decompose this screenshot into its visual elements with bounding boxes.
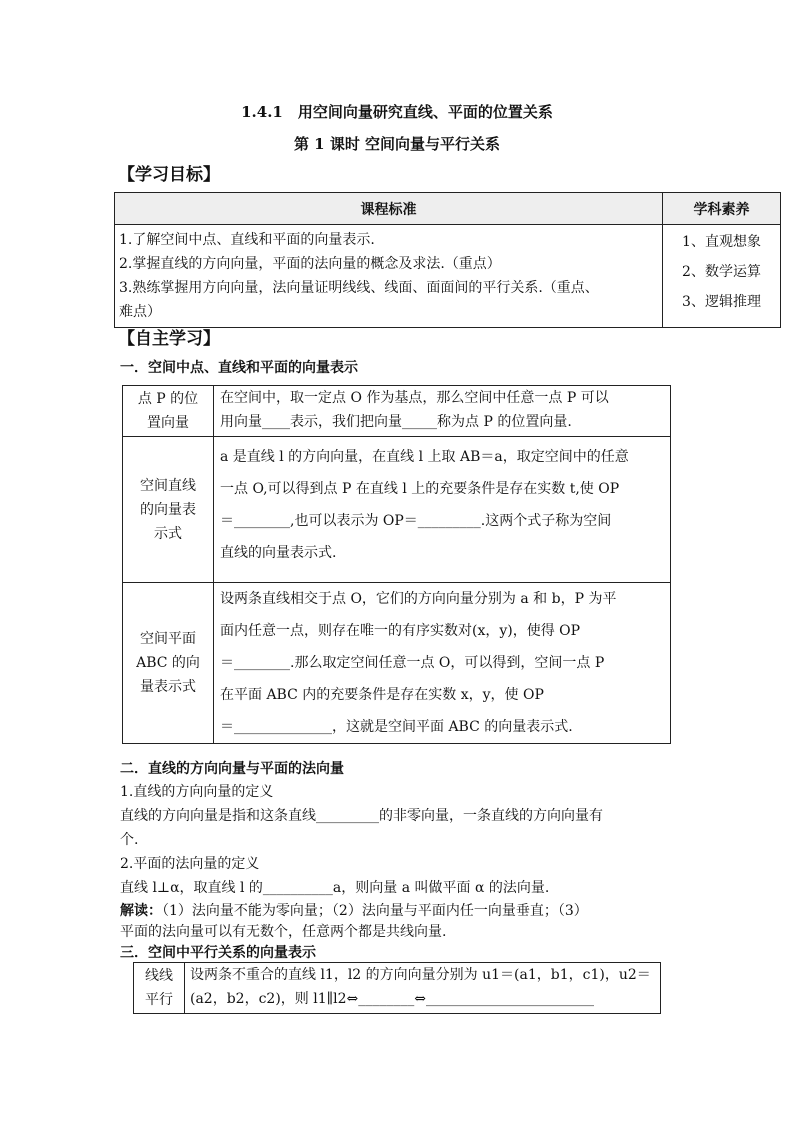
- literacy-item: 1、直观想象: [682, 234, 761, 250]
- label-line: ABC 的向: [136, 655, 200, 671]
- label-line: 点 P 的位: [137, 391, 199, 407]
- sub-title: 第 1 课时 空间向量与平行关系: [293, 135, 501, 153]
- label-line: 平行: [145, 992, 173, 1008]
- standards-cell: [115, 225, 663, 328]
- label-line: 量表示式: [140, 679, 196, 695]
- line-representation-content: [214, 437, 671, 583]
- plane-representation-content: [214, 583, 671, 744]
- main-title: 1.4.1 用空间向量研究直线、平面的位置关系: [241, 103, 553, 121]
- content-line: 一点 O,可以得到点 P 在直线 l 上的充要条件是存在实数 t,使 OP: [220, 481, 620, 497]
- row-label-line-parallel: [134, 963, 185, 1014]
- content-line: ＝________,也可以表示为 OP＝_________.这两个式子称为空间: [220, 513, 612, 529]
- row-label-plane-representation: [123, 583, 214, 744]
- content-line: 设两条直线相交于点 O，它们的方向向量分别为 a 和 b，P 为平: [220, 591, 617, 607]
- parallel-table: [133, 962, 661, 1014]
- part3-heading: 三．空间中平行关系的向量表示: [120, 945, 316, 961]
- content-line: 面内任意一点，则存在唯一的有序实数对(x，y)，使得 OP: [220, 623, 581, 639]
- objectives-heading: 【学习目标】: [118, 165, 220, 185]
- note-text: （1）法向量不能为零向量；（2）法向量与平面内任一向量垂直；（3）: [162, 903, 588, 919]
- label-line: 示式: [154, 525, 182, 542]
- standard-item: 难点）: [119, 304, 161, 320]
- direction-vector-text: 直线的方向向量是指和这条直线_________的非零向量，一条直线的方向向量有: [120, 808, 603, 824]
- content-line: 用向量____表示，我们把向量_____称为点 P 的位置向量.: [220, 414, 572, 430]
- literacy-item: 3、逻辑推理: [682, 294, 761, 310]
- normal-vector-text: 直线 l⊥α，取直线 l 的__________a，则向量 a 叫做平面 α 的法向量.: [120, 880, 550, 896]
- part1-heading: 一．空间中点、直线和平面的向量表示: [120, 360, 358, 376]
- label-line: 空间直线: [140, 477, 196, 494]
- literacy-cell: [663, 225, 781, 328]
- literacy-header: 学科素养: [663, 193, 781, 225]
- content-line: ＝________.那么取定空间任意一点 O，可以得到，空间一点 P: [220, 655, 605, 671]
- content-line: a 是直线 l 的方向向量，在直线 l 上取 AB＝a，取定空间中的任意: [220, 449, 629, 465]
- standard-item: 2.掌握直线的方向向量，平面的法向量的概念及求法.（重点）: [119, 256, 501, 272]
- label-line: 的向量表: [140, 501, 196, 518]
- direction-vector-text-cont: 个.: [120, 832, 139, 848]
- literacy-item: 2、数学运算: [682, 264, 761, 280]
- standard-item: 1.了解空间中点、直线和平面的向量表示.: [119, 232, 375, 248]
- label-line: 线线: [145, 968, 173, 984]
- note-label: 解读：: [120, 903, 162, 919]
- note-line-cont: 平面的法向量可以有无数个，任意两个都是共线向量.: [120, 924, 447, 940]
- note-line: [120, 900, 588, 920]
- objectives-table: [114, 192, 781, 328]
- row-label-line-representation: [123, 437, 214, 583]
- content-line: 在空间中，取一定点 O 作为基点，那么空间中任意一点 P 可以: [220, 390, 609, 406]
- content-line: 在平面 ABC 内的充要条件是存在实数 x，y，使 OP: [220, 687, 544, 703]
- content-line: ＝______________，这就是空间平面 ABC 的向量表示式.: [220, 719, 573, 735]
- self-study-heading: 【自主学习】: [118, 329, 220, 349]
- content-line: 设两条不重合的直线 l1，l2 的方向向量分别为 u1＝(a1，b1，c1)，u2＝: [190, 967, 651, 983]
- normal-vector-subheading: 2.平面的法向量的定义: [120, 856, 260, 872]
- part2-heading: 二．直线的方向向量与平面的法向量: [120, 761, 344, 777]
- content-line: (a2，b2，c2)，则 l1∥l2⇔________⇔________________________: [190, 991, 594, 1007]
- label-line: 空间平面: [140, 631, 196, 647]
- standards-header: 课程标准: [115, 193, 663, 225]
- row-label-position-vector: [123, 386, 214, 437]
- label-line: 置向量: [147, 415, 189, 431]
- position-vector-content: [214, 386, 671, 437]
- representation-table: [122, 385, 671, 744]
- line-parallel-content: [185, 963, 661, 1014]
- direction-vector-subheading: 1.直线的方向向量的定义: [120, 784, 274, 800]
- content-line: 直线的向量表示式.: [220, 545, 337, 561]
- standard-item: 3.熟练掌握用方向向量，法向量证明线线、线面、面面间的平行关系.（重点、: [119, 280, 599, 296]
